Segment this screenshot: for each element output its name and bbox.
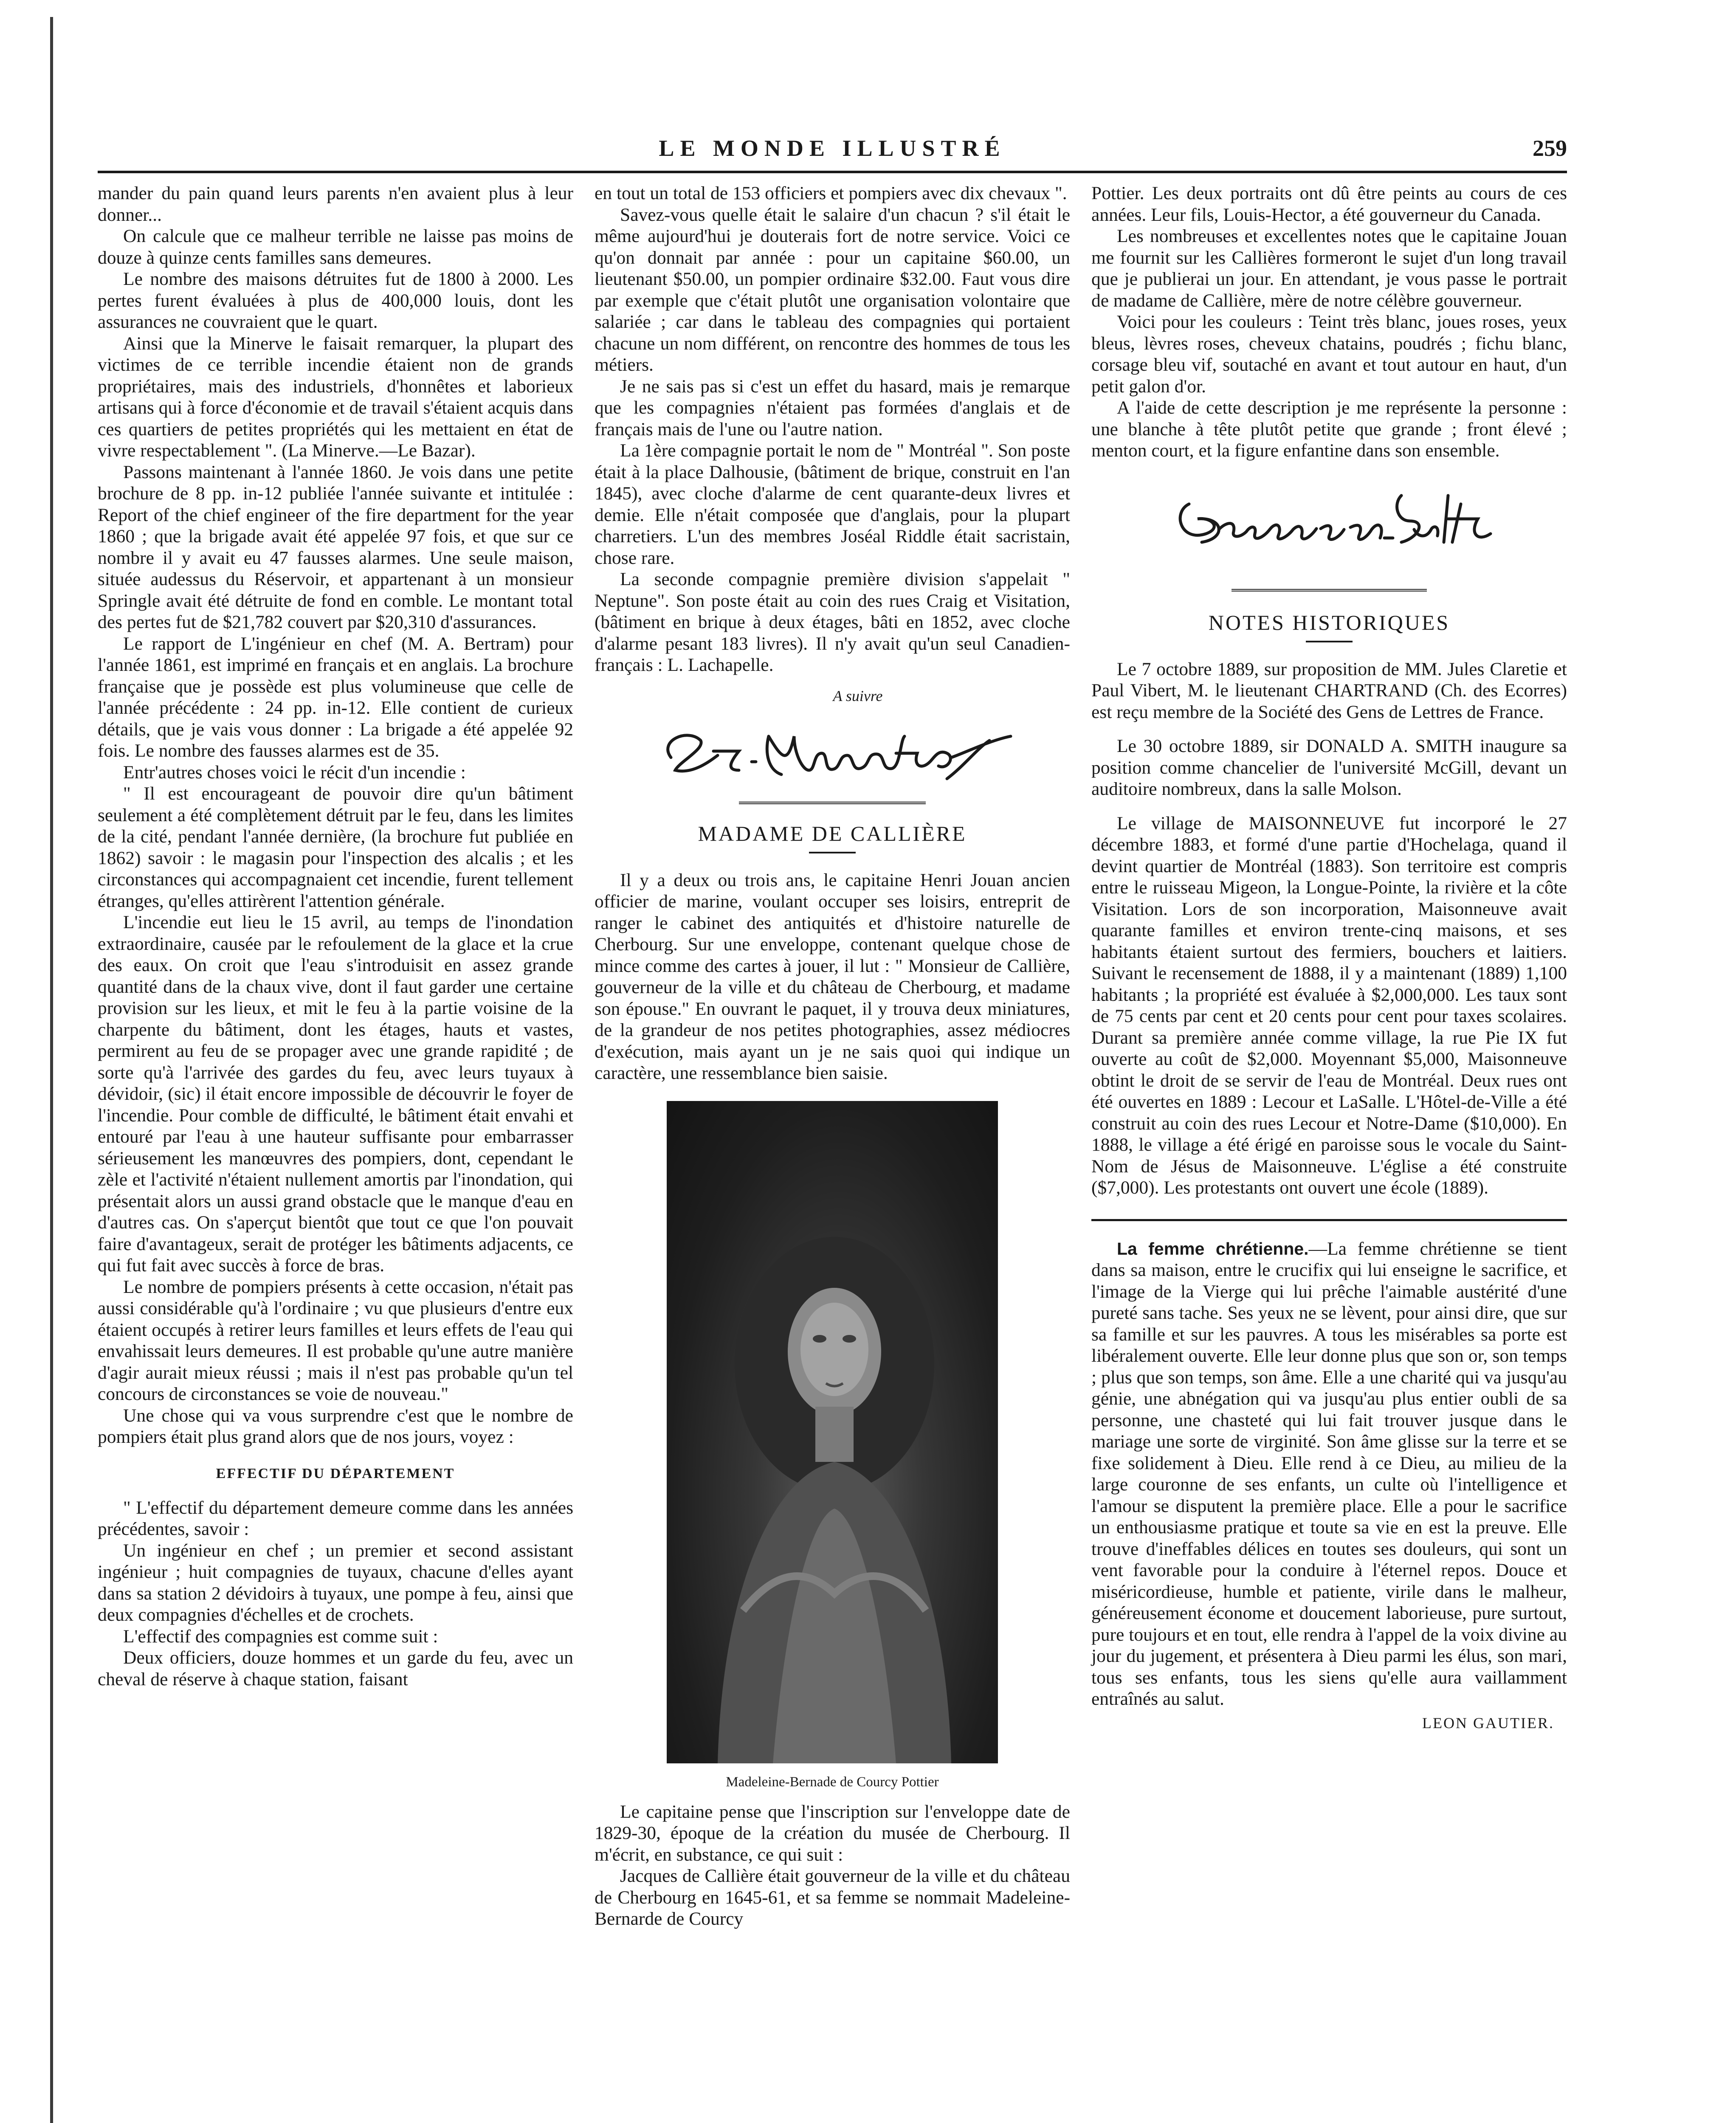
paragraph: Savez-vous quelle était le salaire d'un chacun ? s'il était le même aujourd'hui je douterais fort de notre service. Voici ce qu'on donnait par année : pour un capitaine $60.00, un lieutenant $50.00, un pompier ordinaire $32.00. Faut vous dire par exemple que c'était plutôt une organisation volontaire que salariée ; car dans le tableau des compagnies qui portaient chacune un nom différent, on rencontre des hommes de tous les métiers.: [595, 204, 1070, 375]
paragraph: Je ne sais pas si c'est un effet du hasard, mais je remarque que les compagnies n'étaient pas formées d'anglais et de français mais de l'une ou l'autre nation.: [595, 376, 1070, 439]
section-divider: [1232, 589, 1427, 591]
paragraph: L'effectif des compagnies est comme suit :: [123, 1626, 438, 1647]
page-edge-line: [50, 17, 53, 2123]
paragraph: A l'aide de cette description je me représente la personne : une blanche à tête plutôt petite que grande ; front élevé ; menton court, et la figure enfantine dans son ensemble.: [1091, 397, 1567, 461]
paragraph: Le village de MAISONNEUVE fut incorporé le 27 décembre 1883, et formé d'une partie d'Hochelaga, quand il devint quartier de Montréal (1883). Son territoire est compris entre le ruisseau Migeon, la Longue-Pointe, la rivière et la côte Visitation. Lors de son incorporation, Maisonneuve avait quarante familles et environ trente-cinq maisons, et ses habitants étaient surtout des fermiers, bouchers et laitiers. Suivant le recensement de 1888, il y a maintenant (1889) 1,100 habitants ; la propriété est évaluée à $2,000,000. Les taux sont de 75 cents par cent et 20 cents pour cent pour taxes scolaires. Durant sa première année comme village, la rue Pie IX fut ouverte au coût de $2,000. Moyennant $5,000, Maisonneuve obtint le droit de se servir de l'eau de Montréal. Deux rues ont été ouvertes en 1889 : Lecour et LaSalle. L'Hôtel-de-Ville a été construit au coin des rues Lecour et Notre-Dame ($10,000). En 1888, le village a été érigé en paroisse sous le vocale du Saint-Nom de Jésus de Maisonneuve. L'église a été construite ($7,000). Les protestants ont ouvert une école (1889).: [1091, 813, 1567, 1198]
sulte-signature: [1155, 479, 1503, 563]
paragraph: Le nombre de pompiers présents à cette occasion, n'était pas aussi considérable qu'à l'ordinaire ; vu que plusieurs d'entre eux étaient occupés à retirer leurs familles et leurs effets de l'eau qui envahissait leurs demeures. Il est probable qu'une autre manière d'agir aurait mieux réussi ; mais il n'est pas probable qu'un tel concours de circonstances se voie de nouveau.": [98, 1276, 573, 1404]
column-2: [595, 183, 1070, 1930]
header-rule: [98, 171, 1567, 173]
paragraph: Le 7 octobre 1889, sur proposition de MM. Jules Claretie et Paul Vibert, M. le lieutenant CHARTRAND (Ch. des Ecorres) est reçu membre de la Société des Gens de Lettres de France.: [1091, 659, 1567, 722]
paragraph: Le rapport de L'ingénieur en chef (M. A. Bertram) pour l'année 1861, est imprimé en français et en anglais. La brochure française que je possède est plus volumineuse que celle de l'année précédente : 24 pp. in-12. Elle contient de curieux détails, que je vais vous donner : La brigade a été appelée 92 fois. Le nombre des fausses alarmes est de 35.: [98, 633, 573, 761]
title-dash: [1306, 641, 1353, 642]
paragraph: " L'effectif du département demeure comme dans les années précédentes, savoir :: [98, 1497, 573, 1539]
paragraph: Le 30 octobre 1889, sir DONALD A. SMITH inaugure sa position comme chancelier de l'université McGill, devant un auditoire nombreux, dans la salle Molson.: [1091, 736, 1567, 799]
paragraph: Ainsi que la Minerve le faisait remarquer, la plupart des victimes de ce terrible incendie étaient non de grands propriétaires, mais des industriels, d'honnêtes et laborieux artisans qui à force d'économie et de travail s'étaient acquis dans ces quartiers de petites propriétés qui les mettaient en état de vivre respectablement ". (La Minerve.—Le Bazar).: [98, 333, 573, 461]
paragraph: Jacques de Callière était gouverneur de la ville et du château de Cherbourg en 1645-61, et sa femme se nommait Madeleine-Bernarde de Courcy: [595, 1866, 1070, 1929]
paragraph: L'incendie eut lieu le 15 avril, au temps de l'inondation extraordinaire, causée par le refoulement de la glace et la crue des eaux. On croit que l'eau s'introduisit en assez grande quantité dans de la chaux vive, dont il faut garder une certaine provision sur les lieux, et mit le feu à la partie voisine de la charpente du bâtiment, dont les étages, hauts et vastes, permirent au feu de se propager avec une grande rapidité ; de sorte qu'à l'arrivée des gardes du feu, avec leurs tuyaux à dévidoir, (sic) il était encore impossible de découvrir le foyer de l'incendie. Pour comble de difficulté, le bâtiment était envahi et entouré par l'eau à une hauteur suffisante pour embarrasser sérieusement les manœuvres des pompiers, dont, cependant le zèle et l'activité n'étaient nullement amortis par l'inondation, qui présentait alors un aussi grand obstacle que le manque d'eau en d'autres cas. On s'aperçut bientôt que tout ce que l'on pouvait faire d'avantageux, serait de protéger les bâtiments adjacents, ce qui fut fait avec succès à force de bras.: [98, 912, 573, 1275]
to-be-continued: A suivre: [833, 687, 883, 704]
paragraph: Les nombreuses et excellentes notes que le capitaine Jouan me fournit sur les Callières formeront le sujet d'un long travail que je publierai un jour. En attendant, je vous passe le portrait de madame de Callière, mère de notre célèbre gouverneur.: [1091, 226, 1567, 311]
running-head: LE MONDE ILLUSTRÉ: [659, 135, 1006, 161]
column-1: [98, 183, 573, 1690]
article-title: MADAME DE CALLIÈRE: [698, 821, 967, 845]
paragraph: Une chose qui va vous surprendre c'est que le nombre de pompiers était plus grand alors que de nos jours, voyez :: [98, 1405, 573, 1447]
paragraph: Pottier. Les deux portraits ont dû être peints au cours de ces années. Leur fils, Louis-Hector, a été gouverneur du Canada.: [1091, 183, 1567, 225]
paragraph: Il y a deux ou trois ans, le capitaine Henri Jouan ancien officier de marine, voulant occuper ses loisirs, entreprit de ranger le cabinet des antiquités et d'histoire naturelle de Cherbourg. Sur une enveloppe, contenant quelque chose de mince comme des cartes à jouer, il lut : " Monsieur de Callière, gouverneur de la ville et du château de Cherbourg, et madame son épouse." En ouvrant le paquet, il y trouva deux miniatures, de la grandeur de nos petites photographies, assez médiocres d'exécution, mais ayant un je ne sais quoi qui indique un caractère, une ressemblance bien saisie.: [595, 870, 1070, 1083]
paragraph: Le nombre des maisons détruites fut de 1800 à 2000. Les pertes furent évaluées à plus de 400,000 louis, dont les assurances ne couvraient que le quart.: [98, 269, 573, 332]
paragraph: mander du pain quand leurs parents n'en avaient plus à leur donner...: [98, 183, 573, 225]
portrait-figure: [667, 1101, 998, 1763]
runin-heading: La femme chrétienne.: [1117, 1239, 1309, 1259]
paragraph: La 1ère compagnie portait le nom de " Montréal ". Son poste était à la place Dalhousie, (bâtiment de brique, construit en l'an 1845), avec cloche d'alarme de cent quarante-deux livres et demie. Elle n'était composée que d'anglais, pour la plupart charretiers. L'un des membres Joséal Riddle était sacristain, chose rare.: [595, 440, 1070, 568]
massicotte-signature: [641, 711, 1023, 791]
photo-caption: Madeleine-Bernade de Courcy Pottier: [726, 1774, 939, 1790]
paragraph-text: —La femme chrétienne se tient dans sa maison, entre le crucifix qui lui enseigne le sacrifice, et l'image de la Vierge qui lui prêche l'aimable austérité d'une pureté sans tache. Ses yeux ne se lèvent, pour ainsi dire, que sur sa famille et sur les pauvres. A tous les misérables sa porte est libéralement ouverte. Elle leur donne plus que son or, son temps ; plus que son temps, son âme. Elle a une charité qui va jusqu'au génie, une abnégation qui va jusqu'au plus entier oubli de sa personne, une chasteté qui lui fait trouver jusque dans le mariage une sorte de virginité. Son âme glisse sur la terre et se fixe solidement à Dieu. Elle rend à ce Dieu, au milieu de la large couronne de ses enfants, un culte où l'intelligence et l'amour se disputent la première place. Elle a pour le sacrifice un enthousiasme pratique et toute sa vie en est la preuve. Elle trouve d'ineffables délices en toutes ses douleurs, qui sont un vent favorable pour la conduire à l'éternel repos. Douce et miséricordieuse, humble et patiente, virile dans le malheur, généreusement économe et doucement laborieuse, pure surtout, pure toujours et en tout, elle rendra à l'appel de la voix divine au jour du jugement, et présentera à Dieu parmi les élus, son mari, tous ses enfants, tous les siens qu'elle aura vaillamment entraînés au salut.: [1091, 1238, 1567, 1709]
page-number: 259: [1533, 135, 1567, 161]
section-rule: [1091, 1219, 1567, 1221]
paragraph: Deux officiers, douze hommes et un garde du feu, avec un cheval de réserve à chaque station, faisant: [98, 1647, 573, 1689]
portrait-photo: [667, 1101, 998, 1763]
paragraph: Passons maintenant à l'année 1860. Je vois dans une petite brochure de 8 pp. in-12 publiée l'année suivante et intitulée : Report of the chief engineer of the fire department for the year 1860 ; que la brigade avait été appelée 97 fois, et que sur ce nombre il y avait eu 47 fausses alarmes. Une seule maison, située audessus du Réservoir, et appartenant à un monsieur Springle avait été détruite de fond en comble. Le montant total des pertes fut de $21,782 couvert par $20,310 d'assurances.: [98, 462, 573, 632]
title-dash: [809, 852, 856, 853]
notes-title: NOTES HISTORIQUES: [1208, 610, 1450, 634]
paragraph-runin: [1091, 1238, 1567, 1710]
section-divider: [739, 802, 926, 804]
section-subhead: EFFECTIF DU DÉPARTEMENT: [216, 1465, 455, 1481]
paragraph: en tout un total de 153 officiers et pompiers avec dix chevaux ".: [595, 183, 1067, 203]
paragraph: On calcule que ce malheur terrible ne laisse pas moins de douze à quinze cents familles sans demeures.: [98, 226, 573, 268]
paragraph: Le capitaine pense que l'inscription sur l'enveloppe date de 1829-30, époque de la création du musée de Cherbourg. Il m'écrit, en substance, ce qui suit :: [595, 1801, 1070, 1865]
column-3: [1091, 183, 1567, 1732]
paragraph: Entr'autres choses voici le récit d'un incendie :: [123, 762, 466, 783]
page-header: [98, 127, 1567, 166]
paragraph: Un ingénieur en chef ; un premier et second assistant ingénieur ; huit compagnies de tuyaux, chacune d'elles ayant dans sa station 2 dévidoirs à tuyaux, une pompe à feu, ainsi que deux compagnies d'échelles et de crochets.: [98, 1540, 573, 1625]
paragraph: " Il est encourageant de pouvoir dire qu'un bâtiment seulement a été complètement détruit par le feu, dans les limites de la cité, pendant l'année dernière, (la brochure fut publiée en 1862) savoir : le magasin pour l'inspection des alcalis ; et les circonstances qui accompagnaient cet incendie, furent tellement étranges, qu'elles attirèrent l'attention générale.: [98, 783, 573, 911]
paragraph: La seconde compagnie première division s'appelait " Neptune". Son poste était au coin des rues Craig et Visitation, (bâtiment en brique à deux étages, bâti en 1852, avec cloche d'alarme pesant 183 livres). Il n'y avait qu'un seul Canadien-français : L. Lachapelle.: [595, 569, 1070, 675]
paragraph: Voici pour les couleurs : Teint très blanc, joues roses, yeux bleus, lèvres roses, cheveux chatains, poudrés ; fichu blanc, corsage bleu vif, soutaché en avant et tout autour en haut, d'un petit galon d'or.: [1091, 312, 1567, 397]
author-signature: LEON GAUTIER.: [1422, 1714, 1554, 1732]
